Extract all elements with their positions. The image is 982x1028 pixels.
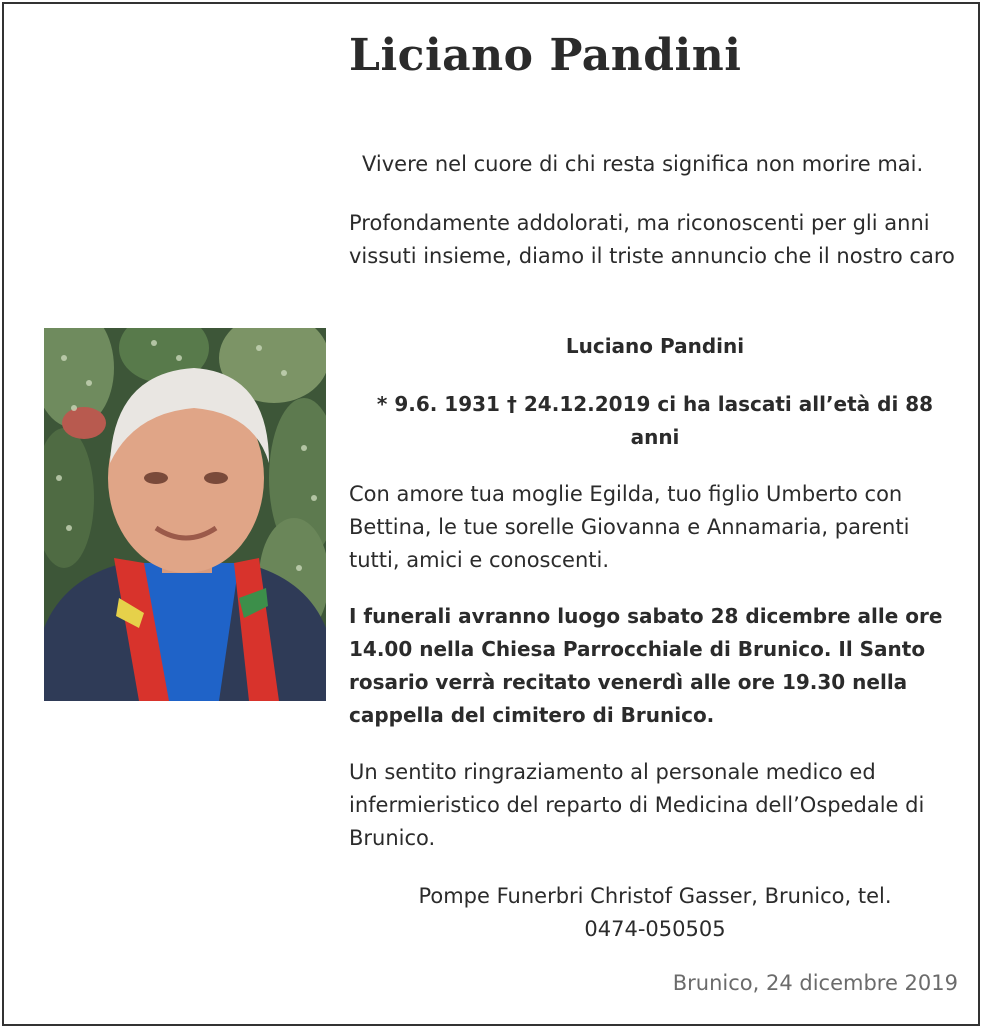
life-dates-line-2: anni <box>630 425 680 449</box>
motto: Vivere nel cuore di chi resta significa non morire mai. <box>362 152 924 176</box>
undertaker-info <box>349 880 961 946</box>
undertaker-phone: 0474-050505 <box>584 917 726 941</box>
thanks-text: Un sentito ringraziamento al personale medico ed infermieristico del reparto di Medicina dell’Ospedale di Brunico. <box>349 760 925 850</box>
deceased-name: Luciano Pandini <box>565 334 745 358</box>
undertaker-line-1: Pompe Funerbri Christof Gasser, Brunico, tel. <box>418 884 892 908</box>
place-date: Brunico, 24 dicembre 2019 <box>672 971 958 995</box>
life-dates-line-1: * 9.6. 1931 † 24.12.2019 ci ha lascati all’età di 88 <box>376 392 934 416</box>
life-dates <box>349 388 961 454</box>
notice-title: Liciano Pandini <box>349 30 742 81</box>
announcement-text: Profondamente addolorati, ma riconoscenti per gli anni vissuti insieme, diamo il triste annuncio che il nostro caro <box>349 211 955 268</box>
portrait-photo <box>44 328 326 701</box>
funeral-info: I funerali avranno luogo sabato 28 dicembre alle ore 14.00 nella Chiesa Parrocchiale di Brunico. Il Santo rosario verrà recitato venerdì alle ore 19.30 nella cappella del cimitero di Brunico. <box>349 604 943 727</box>
family-text: Con amore tua moglie Egilda, tuo figlio Umberto con Bettina, le tue sorelle Giovanna e Annamaria, parenti tutti, amici e conoscenti. <box>349 482 910 572</box>
